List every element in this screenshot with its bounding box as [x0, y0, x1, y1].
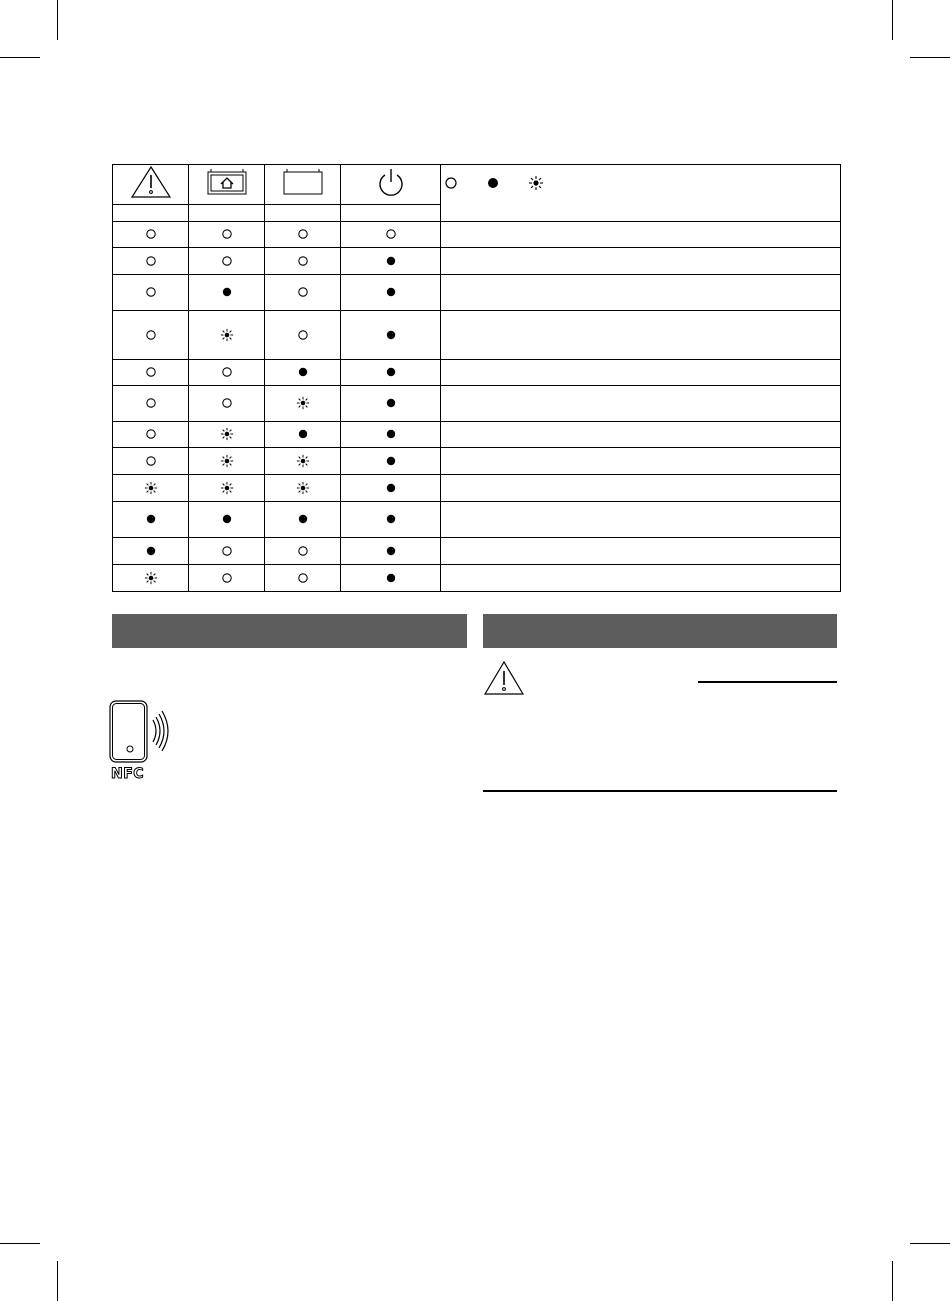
led-state-cell: [113, 502, 189, 538]
led-status-table: [112, 164, 841, 592]
header-label-cell: [113, 205, 189, 222]
status-description-cell: [441, 248, 841, 275]
led-state-cell: [189, 502, 265, 538]
led-state-cell: [113, 565, 189, 592]
led-state-cell: [189, 222, 265, 248]
status-description-cell: [441, 448, 841, 475]
led-off-icon: [296, 328, 310, 342]
home-battery-icon: [207, 168, 247, 196]
led-state-cell: [265, 502, 341, 538]
led-state-cell: [113, 422, 189, 448]
led-off-icon: [220, 227, 234, 241]
power-icon: [376, 166, 406, 198]
crop-mark: [57, 0, 58, 40]
header-label-cell: [189, 205, 265, 222]
led-on-icon: [384, 427, 398, 441]
led-flash-icon: [296, 481, 310, 495]
led-state-cell: [265, 275, 341, 311]
led-on-icon: [384, 544, 398, 558]
led-state-cell: [189, 422, 265, 448]
led-state-cell: [341, 502, 441, 538]
led-flash-icon: [220, 328, 234, 342]
led-state-cell: [265, 475, 341, 502]
led-off-icon: [220, 571, 234, 585]
led-on-icon: [384, 396, 398, 410]
crop-mark: [910, 1243, 950, 1244]
led-state-cell: [341, 448, 441, 475]
led-flash-icon: [528, 175, 544, 191]
led-state-cell: [341, 475, 441, 502]
led-off-icon: [296, 571, 310, 585]
table-row: [113, 422, 841, 448]
led-on-icon: [486, 176, 500, 190]
warning-graphic: [483, 660, 525, 701]
led-state-cell: [113, 248, 189, 275]
table-row: [113, 222, 841, 248]
header-label-cell: [265, 205, 341, 222]
led-off-icon: [144, 328, 158, 342]
led-state-cell: [265, 248, 341, 275]
led-off-icon: [144, 285, 158, 299]
section-header-bar-right: [483, 614, 837, 648]
led-flash-icon: [296, 454, 310, 468]
led-state-cell: [113, 275, 189, 311]
led-state-cell: [189, 538, 265, 565]
led-on-icon: [296, 427, 310, 441]
led-state-cell: [341, 538, 441, 565]
led-state-cell: [265, 222, 341, 248]
led-state-cell: [265, 311, 341, 360]
led-state-cell: [113, 538, 189, 565]
led-on-icon: [384, 254, 398, 268]
led-state-cell: [341, 422, 441, 448]
led-on-icon: [384, 328, 398, 342]
status-description-cell: [441, 565, 841, 592]
led-state-cell: [341, 275, 441, 311]
led-on-icon: [296, 365, 310, 379]
led-state-cell: [113, 475, 189, 502]
led-off-icon: [296, 285, 310, 299]
warning-triangle-icon: [483, 660, 525, 696]
led-off-icon: [296, 227, 310, 241]
status-description-cell: [441, 275, 841, 311]
led-state-cell: [113, 386, 189, 422]
led-off-icon: [220, 365, 234, 379]
status-description-cell: [441, 502, 841, 538]
led-on-icon: [220, 512, 234, 526]
led-on-icon: [144, 512, 158, 526]
led-on-icon: [220, 285, 234, 299]
led-off-icon: [144, 254, 158, 268]
led-on-icon: [384, 285, 398, 299]
led-state-cell: [265, 386, 341, 422]
home-battery-column-header: [189, 165, 265, 205]
led-state-cell: [341, 565, 441, 592]
led-state-cell: [265, 448, 341, 475]
led-off-icon: [220, 544, 234, 558]
led-state-cell: [113, 311, 189, 360]
led-state-cell: [265, 565, 341, 592]
led-state-cell: [113, 360, 189, 386]
legend-off: [444, 176, 458, 190]
table-row: [113, 311, 841, 360]
table-row: [113, 565, 841, 592]
led-state-cell: [113, 448, 189, 475]
warning-triangle-icon: [130, 165, 172, 199]
nfc-graphic: [106, 700, 178, 789]
led-on-icon: [384, 454, 398, 468]
led-on-icon: [144, 544, 158, 558]
led-state-cell: [189, 565, 265, 592]
led-off-icon: [220, 396, 234, 410]
status-description-cell: [441, 222, 841, 248]
led-off-icon: [144, 427, 158, 441]
led-off-icon: [296, 544, 310, 558]
led-state-cell: [341, 386, 441, 422]
led-off-icon: [220, 254, 234, 268]
led-state-cell: [189, 248, 265, 275]
legend-cell: [441, 165, 841, 222]
led-off-icon: [144, 396, 158, 410]
led-state-cell: [265, 422, 341, 448]
led-on-icon: [384, 512, 398, 526]
led-on-icon: [296, 512, 310, 526]
led-on-icon: [384, 481, 398, 495]
led-legend: [444, 175, 572, 191]
table-row: [113, 448, 841, 475]
led-flash-icon: [220, 481, 234, 495]
status-description-cell: [441, 386, 841, 422]
led-off-icon: [144, 365, 158, 379]
led-flash-icon: [296, 396, 310, 410]
led-off-icon: [144, 227, 158, 241]
crop-mark: [892, 1261, 893, 1301]
led-state-cell: [265, 538, 341, 565]
led-off-icon: [384, 227, 398, 241]
status-description-cell: [441, 538, 841, 565]
table-row: [113, 475, 841, 502]
status-description-cell: [441, 360, 841, 386]
led-on-icon: [384, 571, 398, 585]
led-state-cell: [189, 386, 265, 422]
led-flash-icon: [220, 427, 234, 441]
crop-mark: [892, 0, 893, 40]
crop-mark: [0, 1243, 40, 1244]
crop-mark: [910, 57, 950, 58]
led-state-cell: [341, 311, 441, 360]
led-flash-icon: [144, 571, 158, 585]
table-row: [113, 248, 841, 275]
led-state-cell: [189, 475, 265, 502]
warning-rule-top: [698, 681, 837, 683]
table-row: [113, 502, 841, 538]
warning-column-header: [113, 165, 189, 205]
crop-mark: [57, 1261, 58, 1301]
led-state-cell: [265, 360, 341, 386]
legend-flash: [528, 175, 544, 191]
status-description-cell: [441, 422, 841, 448]
header-label-cell: [341, 205, 441, 222]
table-row: [113, 360, 841, 386]
table-row: [113, 386, 841, 422]
led-state-cell: [113, 222, 189, 248]
led-on-icon: [384, 365, 398, 379]
status-description-cell: [441, 475, 841, 502]
led-state-cell: [341, 360, 441, 386]
led-state-cell: [341, 222, 441, 248]
warning-rule-bottom: [483, 790, 837, 792]
section-header-bar-left: [112, 614, 467, 648]
led-off-icon: [144, 454, 158, 468]
led-off-icon: [296, 254, 310, 268]
crop-mark: [0, 57, 40, 58]
led-state-cell: [189, 448, 265, 475]
led-off-icon: [444, 176, 458, 190]
nfc-label: NFC: [111, 766, 145, 782]
led-state-cell: [189, 311, 265, 360]
status-description-cell: [441, 311, 841, 360]
battery-icon: [283, 168, 323, 196]
legend-on: [486, 176, 500, 190]
battery-column-header: [265, 165, 341, 205]
led-state-cell: [189, 275, 265, 311]
led-flash-icon: [220, 454, 234, 468]
led-state-cell: [341, 248, 441, 275]
led-state-cell: [189, 360, 265, 386]
led-flash-icon: [144, 481, 158, 495]
table-row: [113, 275, 841, 311]
power-column-header: [341, 165, 441, 205]
table-row: [113, 538, 841, 565]
